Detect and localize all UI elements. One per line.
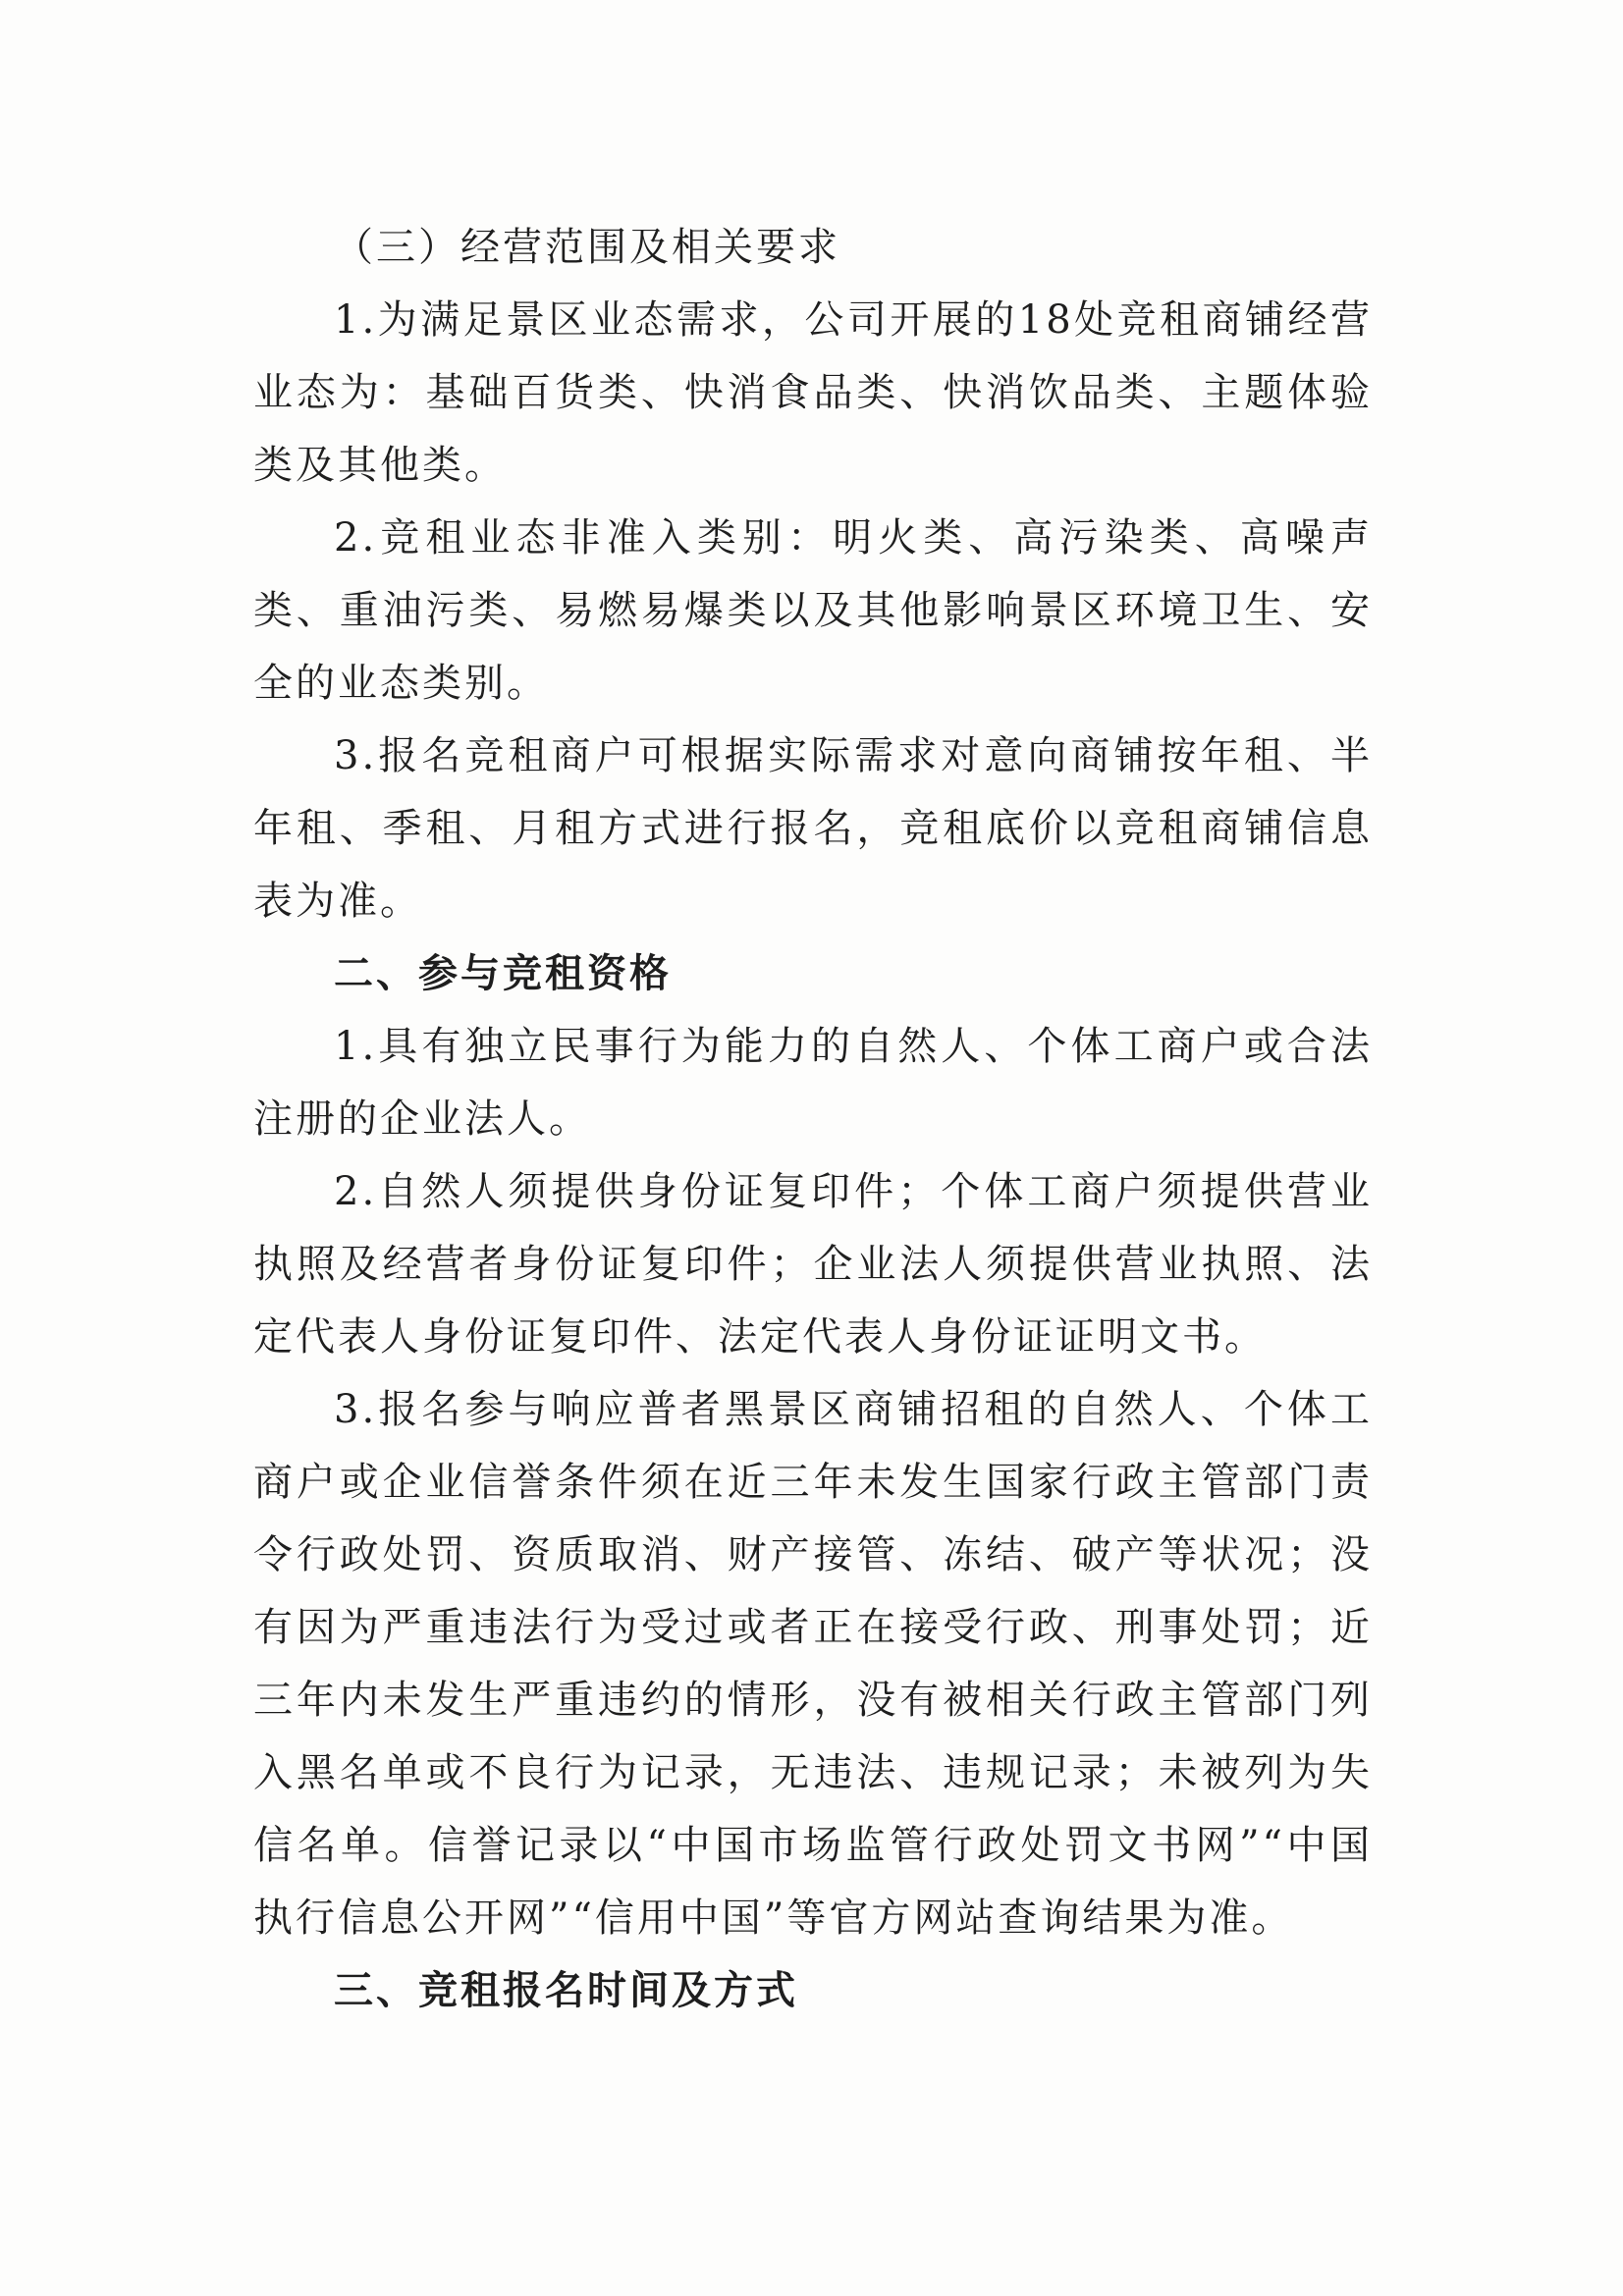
subsection-heading-scope: （三）经营范围及相关要求: [334, 225, 840, 270]
paragraph-eligible-entities: 1.具有独立民事行为能力的自然人、个体工商户或合法注册的企业法人。: [253, 1024, 1373, 1142]
paragraph-required-documents: 2.自然人须提供身份证复印件；个体工商户须提供营业执照及经营者身份证复印件；企业法人须提供营业执照、法定代表人身份证复印件、法定代表人身份证证明文书。: [253, 1169, 1373, 1360]
document-body: [253, 211, 1373, 2027]
paragraph-credit-requirements: 3.报名参与响应普者黑景区商铺招租的自然人、个体工商户或企业信誉条件须在近三年未发生国家行政主管部门责令行政处罚、资质取消、财产接管、冻结、破产等状况；没有因为严重违法行为受过或者正在接受行政、刑事处罚；近三年内未发生严重违约的情形，没有被相关行政主管部门列入黑名单或不良行为记录，无违法、违规记录；未被列为失信名单。信誉记录以“中国市场监管行政处罚文书网”“中国执行信息公开网”“信用中国”等官方网站查询结果为准。: [253, 1387, 1373, 1941]
section-heading-registration: 三、竞租报名时间及方式: [334, 1968, 798, 2013]
section-heading-qualification: 二、参与竞租资格: [334, 951, 672, 996]
paragraph-prohibited-types: 2.竞租业态非准入类别：明火类、高污染类、高噪声类、重油污类、易燃易爆类以及其他影响景区环境卫生、安全的业态类别。: [253, 515, 1373, 706]
paragraph-rental-methods: 3.报名竞租商户可根据实际需求对意向商铺按年租、半年租、季租、月租方式进行报名，竞租底价以竞租商铺信息表为准。: [253, 733, 1373, 924]
paragraph-business-types: 1.为满足景区业态需求，公司开展的18处竞租商铺经营业态为：基础百货类、快消食品类、快消饮品类、主题体验类及其他类。: [253, 297, 1373, 488]
